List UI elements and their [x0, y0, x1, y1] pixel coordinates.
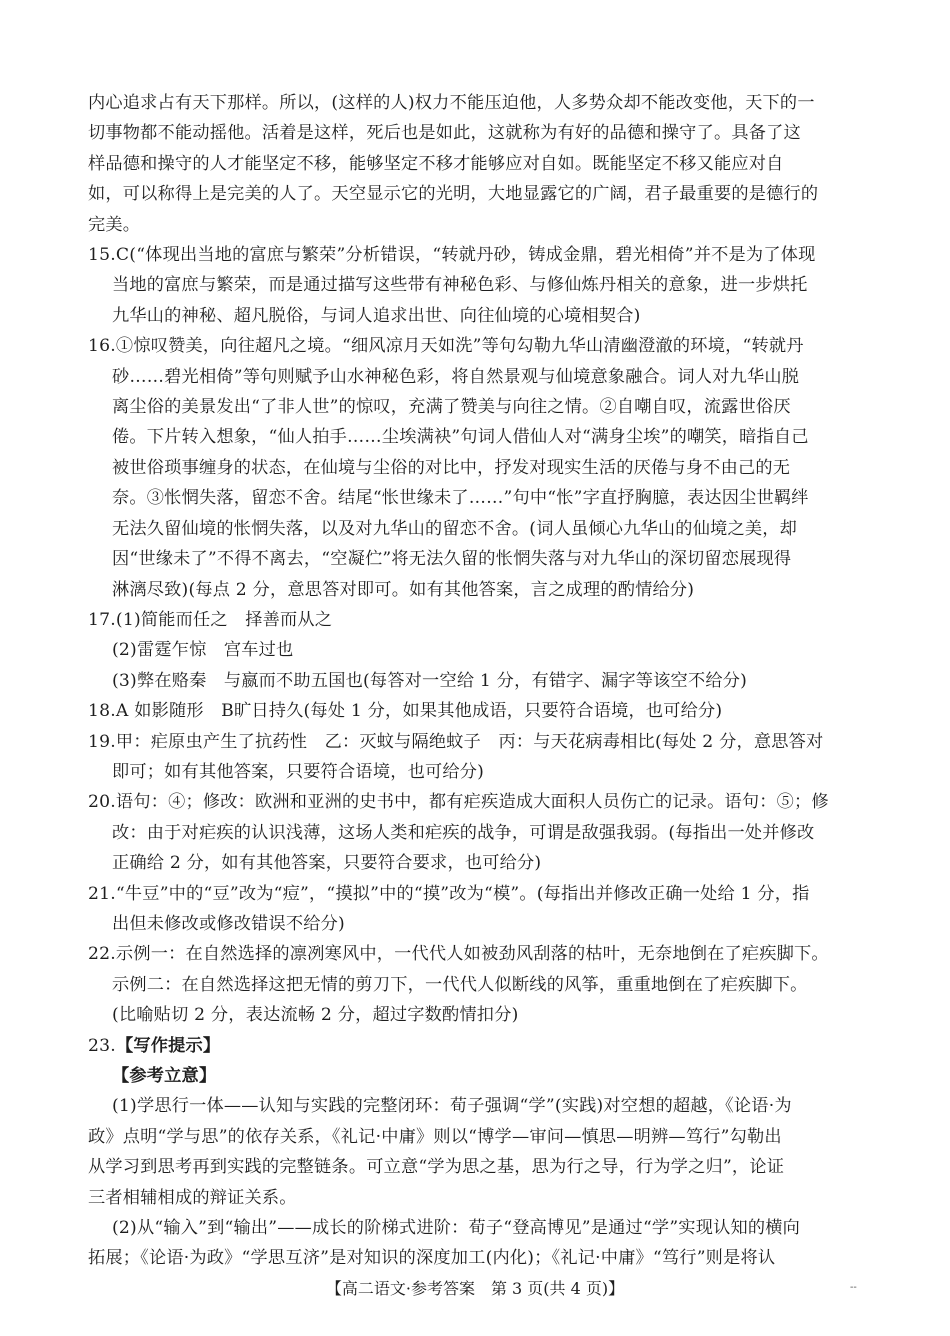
essay-guide-line: 三者相辅相成的辩证关系。 [88, 1187, 297, 1208]
answer-continuation-line: 砂……碧光相倚”等句则赋予山水神秘色彩，将自然景观与仙境意象融合。词人对九华山脱 [112, 366, 800, 387]
answer-continuation-line: 淋漓尽致)(每点 2 分，意思答对即可。如有其他答案，言之成理的酌情给分) [112, 579, 695, 600]
answer-continuation-line: (比喻贴切 2 分，表达流畅 2 分，超过字数酌情扣分) [112, 1005, 519, 1026]
essay-guide-line: (1)学思行一体——认知与实践的完整闭环：荀子强调“学”(实践)对空想的超越，《论语·为 [112, 1096, 792, 1117]
answer-first-line: 18.A 如影随形 B旷日持久(每处 1 分，如果其他成语，只要符合语境，也可给分) [88, 701, 723, 722]
answer-continuation-line: 被世俗琐事缠身的状态，在仙境与尘俗的对比中，抒发对现实生活的厌倦与身不由己的无 [112, 457, 791, 478]
answer-item-23 [88, 1031, 864, 1274]
essay-guide-line: 政》点明“学与思”的依存关系，《礼记·中庸》则以“博学—审问—慎思—明辨—笃行”勾勒出 [88, 1126, 782, 1147]
answer-number: 23. [88, 1035, 116, 1056]
answer-continuation-line: 奈。③怅惘失落，留恋不舍。结尾“怅世缘未了……”句中“怅”字直抒胸臆，表达因尘世羁绊 [112, 488, 809, 509]
answer-continuation-line: 当地的富庶与繁荣，而是通过描写这些带有神秘色彩、与修仙炼丹相关的意象，进一步烘托 [112, 275, 808, 296]
text-line: 内心追求占有天下那样。所以，(这样的人)权力不能压迫他，人多势众却不能改变他，天下的一 [88, 93, 815, 113]
answer-continuation-line: 示例二：在自然选择这把无情的剪刀下，一代代人似断线的风筝，重重地倒在了疟疾脚下。 [112, 974, 808, 995]
answer-item [88, 939, 864, 1030]
corner-mark: -- [850, 1282, 857, 1293]
answer-item [88, 605, 864, 696]
essay-guide-line: 拓展；《论语·为政》“学思互济”是对知识的深度加工(内化)；《礼记·中庸》“笃行”则是将认 [88, 1248, 776, 1269]
answer-first-line: 17.(1)简能而任之 择善而从之 [88, 609, 333, 630]
answer-item [88, 787, 864, 878]
answer-first-line: 19.甲：疟原虫产生了抗药性 乙：灭蚊与隔绝蚊子 丙：与天花病毒相比(每处 2 分，意思答对 [88, 731, 824, 752]
answer-first-line: 15.C(“体现出当地的富庶与繁荣”分析错误，“转就丹砂，铸成金鼎，碧光相倚”并不是为了体现 [88, 245, 816, 266]
answer-continuation-line: 倦。下片转入想象，“仙人拍手……尘埃满袂”句词人借仙人对“满身尘埃”的嘲笑，暗指自己 [112, 427, 809, 448]
answer-first-line: 22.示例一：在自然选择的凛冽寒风中，一代代人如被劲风刮落的枯叶，无奈地倒在了疟疾脚下。 [88, 944, 829, 965]
reference-theme-text [88, 1091, 864, 1273]
answer-first-line: 16.①惊叹赞美，向往超凡之境。“细风凉月天如洗”等句勾勒九华山清幽澄澈的环境，“转就丹 [88, 336, 804, 357]
writing-tips-heading: 23.【写作提示】 [88, 1035, 221, 1056]
answer-first-line: 20.语句：④；修改：欧洲和亚洲的史书中，都有疟疾造成大面积人员伤亡的记录。语句：⑤；修 [88, 792, 829, 813]
answer-continuation-line: 无法久留仙境的怅惘失落，以及对九华山的留恋不舍。(词人虽倾心九华山的仙境之美，却 [112, 518, 798, 539]
text-line: 如，可以称得上是完美的人了。天空显示它的光明，大地显露它的广阔，君子最重要的是德行的 [88, 184, 819, 205]
text-line: 样品德和操守的人才能坚定不移，能够坚定不移才能够应对自如。既能坚定不移又能应对自 [88, 153, 784, 174]
text-line: 切事物都不能动摇他。活着是这样，死后也是如此，这就称为有好的品德和操守了。具备了这 [88, 123, 801, 144]
answer-continuation-line: 因“世缘未了”不得不离去，“空凝伫”将无法久留的怅惘失落与对九华山的深切留恋展现得 [112, 549, 792, 570]
answer-continuation-line: (3)弊在赂秦 与嬴而不助五国也(每答对一空给 1 分，有错字、漏字等该空不给分) [112, 670, 748, 691]
answer-item [88, 240, 864, 331]
answer-first-line: 21.“牛豆”中的“豆”改为“痘”，“摸拟”中的“摸”改为“模”。(每指出并修改正确一处给 1 分，指 [88, 883, 810, 904]
answer-continuation-line: 出但未修改或修改错误不给分) [112, 913, 345, 934]
answer-list [88, 240, 864, 1031]
answer-continuation-line: (2)雷霆乍惊 宫车过也 [112, 640, 294, 661]
answer-continuation-line: 即可；如有其他答案，只要符合语境，也可给分) [112, 761, 485, 782]
passage-translation-end [88, 88, 864, 240]
reference-theme-heading: 【参考立意】 [112, 1066, 217, 1086]
answer-item [88, 879, 864, 940]
answer-continuation-line: 改：由于对疟疾的认识浅薄，这场人类和疟疾的战争，可谓是敌强我弱。(每指出一处并修改 [112, 822, 815, 843]
essay-guide-line: 从学习到思考再到实践的完整链条。可立意“学为思之基，思为行之导，行为学之归”，论证 [88, 1157, 785, 1178]
page-footer: 【高二语文·参考答案 第 3 页(共 4 页)】 [325, 1279, 625, 1298]
answer-continuation-line: 九华山的神秘、超凡脱俗，与词人追求出世、向往仙境的心境相契合) [112, 305, 641, 326]
answer-item [88, 727, 864, 788]
answer-item [88, 331, 864, 605]
essay-guide-line: (2)从“输入”到“输出”——成长的阶梯式进阶：荀子“登高博见”是通过“学”实现认知的横向 [112, 1218, 801, 1239]
text-line: 完美。 [88, 214, 141, 235]
answer-content [88, 88, 864, 1274]
answer-continuation-line: 离尘俗的美景发出“了非人世”的惊叹，充满了赞美与向往之情。②自嘲自叹，流露世俗厌 [112, 397, 791, 418]
answer-continuation-line: 正确给 2 分，如有其他答案，只要符合要求，也可给分) [112, 853, 542, 874]
answer-item [88, 696, 864, 726]
